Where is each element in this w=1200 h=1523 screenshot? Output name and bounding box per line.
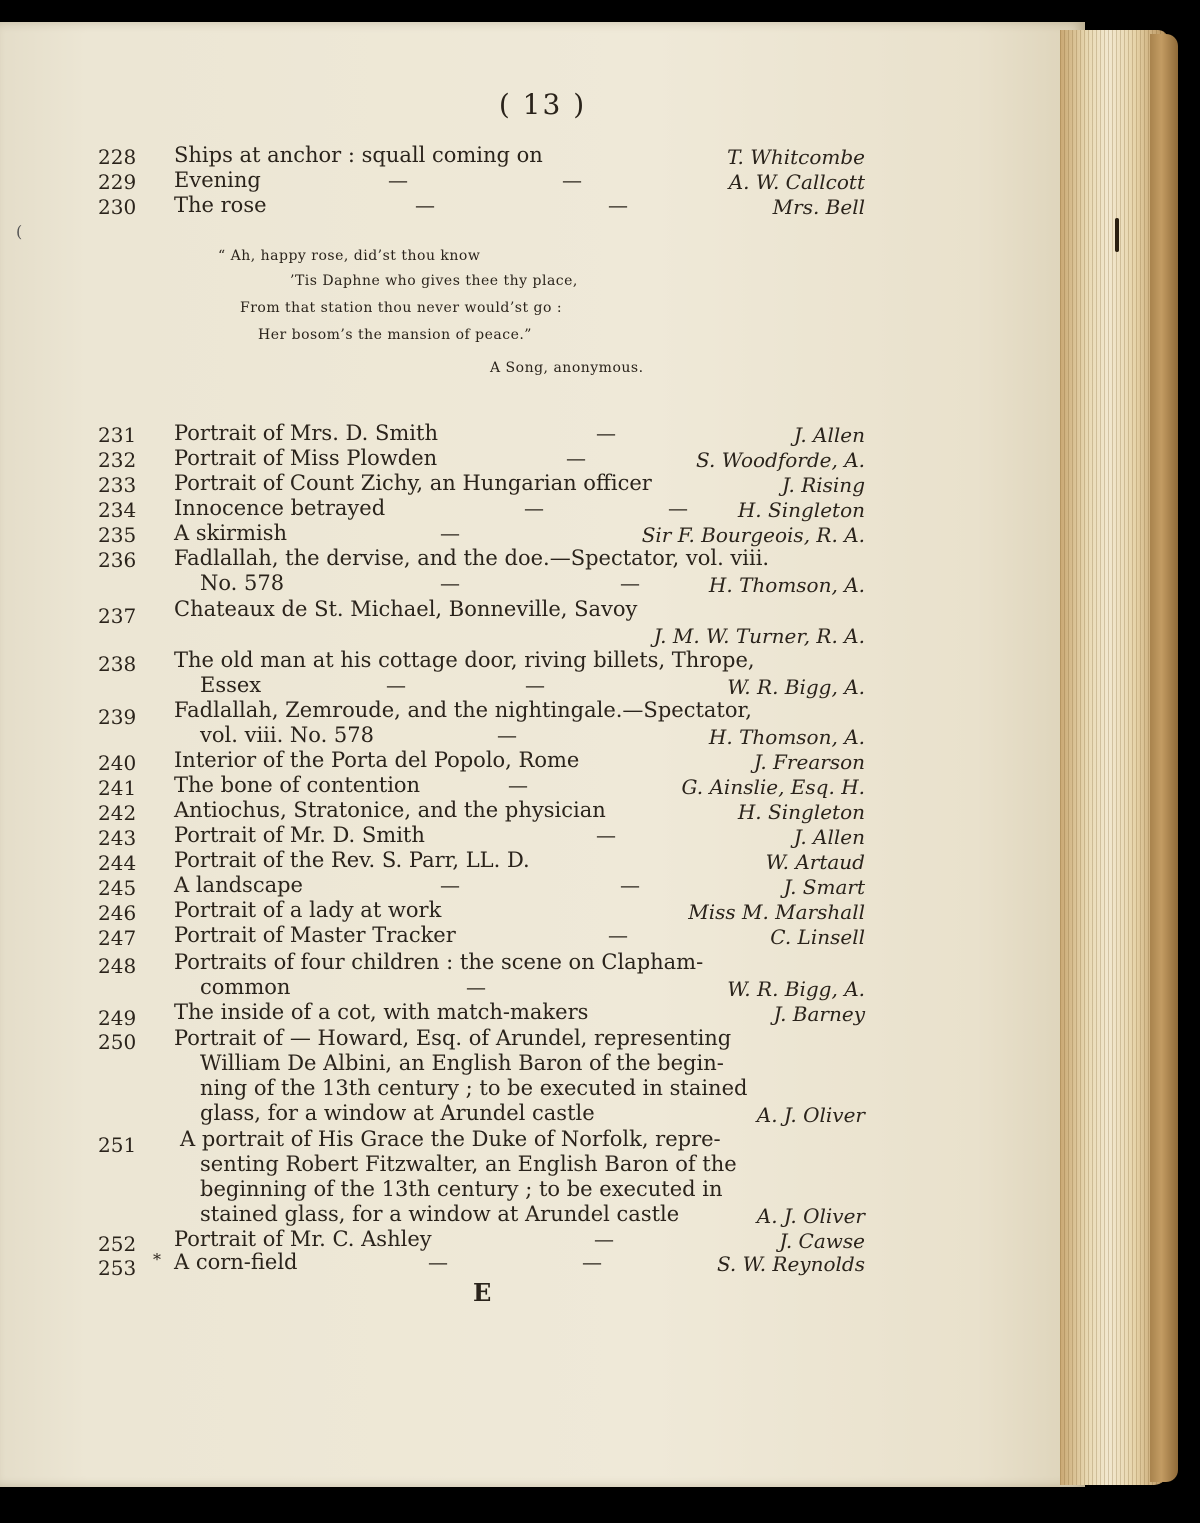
entry-number: 252 <box>98 1232 137 1256</box>
entry-number: 248 <box>98 954 137 978</box>
entry-title: Antiochus, Stratonice, and the physician <box>174 798 606 822</box>
asterisk-marker: * <box>153 1250 161 1269</box>
entry-artist: J. Frearson <box>753 750 865 774</box>
entry-artist: A. J. Oliver <box>756 1103 865 1127</box>
entry-number: 251 <box>98 1133 137 1157</box>
entry-artist: J. Barney <box>773 1002 865 1026</box>
entry-number: 237 <box>98 604 137 628</box>
entry-number: 233 <box>98 473 137 497</box>
entry-number: 241 <box>98 776 137 800</box>
dash: — <box>566 446 586 470</box>
entry-artist: H. Thomson, A. <box>708 725 865 749</box>
dash: — <box>508 773 528 797</box>
entry-artist: Sir F. Bourgeois, R. A. <box>641 523 865 547</box>
entry-artist: H. Singleton <box>737 498 865 522</box>
poem-line: Her bosom’s the mansion of peace.” <box>258 327 532 343</box>
dash: — <box>415 193 435 217</box>
entry-artist: J. M. W. Turner, R. A. <box>653 624 865 648</box>
entry-number: 238 <box>98 652 137 676</box>
dash: — <box>608 923 628 947</box>
dash: — <box>525 673 545 697</box>
entry-title: The inside of a cot, with match-makers <box>174 1000 589 1024</box>
entry-title-continued: Essex <box>200 673 262 697</box>
entry-artist: H. Singleton <box>737 800 865 824</box>
book-cover-edge <box>1150 34 1178 1482</box>
entry-number: 245 <box>98 876 137 900</box>
entry-artist: J. Rising <box>782 473 865 497</box>
dash: — <box>440 873 460 897</box>
entry-number: 246 <box>98 901 137 925</box>
entry-artist: A. J. Oliver <box>756 1204 865 1228</box>
entry-title-continued: common <box>200 975 291 999</box>
entry-title: Portrait of Mrs. D. Smith <box>174 421 438 445</box>
page-number: ( 13 ) <box>498 88 587 121</box>
entry-title: A portrait of His Grace the Duke of Norfolk, repre- <box>180 1127 721 1151</box>
dash: — <box>608 193 628 217</box>
entry-number: 239 <box>98 705 137 729</box>
entry-number: 240 <box>98 751 137 775</box>
entry-number: 236 <box>98 548 137 572</box>
entry-artist: G. Ainslie, Esq. H. <box>681 775 865 799</box>
dash: — <box>524 496 544 520</box>
entry-artist: W. R. Bigg, A. <box>727 675 865 699</box>
entry-title-continued: beginning of the 13th century ; to be executed in <box>200 1177 723 1201</box>
bookmark-mark <box>1115 218 1119 252</box>
entry-number: 232 <box>98 448 137 472</box>
entry-title: Portrait of — Howard, Esq. of Arundel, representing <box>174 1026 732 1050</box>
entry-number: 230 <box>98 195 137 219</box>
entry-number: 244 <box>98 851 137 875</box>
entry-title: Portrait of Master Tracker <box>174 923 456 947</box>
dash: — <box>596 823 616 847</box>
entry-title: Portrait of the Rev. S. Parr, LL. D. <box>174 848 530 872</box>
dash: — <box>440 521 460 545</box>
entry-artist: S. W. Reynolds <box>716 1252 865 1276</box>
entry-artist: Miss M. Marshall <box>688 900 865 924</box>
entry-title: Ships at anchor : squall coming on <box>174 143 543 167</box>
entry-number: 231 <box>98 423 137 447</box>
dash: — <box>594 1227 614 1251</box>
entry-title: Fadlallah, Zemroude, and the nightingale.—Spectator, <box>174 698 752 722</box>
signature-mark: E <box>473 1278 492 1307</box>
entry-title-continued: senting Robert Fitzwalter, an English Baron of the <box>200 1152 737 1176</box>
entry-title: Portraits of four children : the scene on Clapham- <box>174 950 704 974</box>
entry-number: 253 <box>98 1256 137 1280</box>
entry-title-continued: No. 578 <box>200 571 285 595</box>
dash: — <box>440 571 460 595</box>
entry-number: 247 <box>98 926 137 950</box>
entry-title-continued: glass, for a window at Arundel castle <box>200 1101 595 1125</box>
entry-title: Innocence betrayed <box>174 496 386 520</box>
dash: — <box>562 168 582 192</box>
poem-line: From that station thou never would’st go : <box>240 300 563 316</box>
entry-title: A landscape <box>174 873 303 897</box>
entry-number: 235 <box>98 523 137 547</box>
entry-artist: J. Allen <box>793 825 865 849</box>
entry-artist: T. Whitcombe <box>727 145 865 169</box>
entry-artist: J. Cawse <box>779 1229 865 1253</box>
dash: — <box>668 496 688 520</box>
entry-title: Chateaux de St. Michael, Bonneville, Savoy <box>174 597 638 621</box>
entry-title: Portrait of Count Zichy, an Hungarian officer <box>174 471 652 495</box>
entry-title: The old man at his cottage door, riving billets, Thrope, <box>174 648 755 672</box>
dash: — <box>620 571 640 595</box>
entry-title: A corn-field <box>174 1250 298 1274</box>
entry-number: 229 <box>98 170 137 194</box>
entry-number: 242 <box>98 801 137 825</box>
entry-number: 250 <box>98 1030 137 1054</box>
dash: — <box>582 1250 602 1274</box>
entry-title: Portrait of a lady at work <box>174 898 442 922</box>
dash: — <box>386 673 406 697</box>
entry-artist: J. Allen <box>793 423 865 447</box>
entry-artist: J. Smart <box>783 875 865 899</box>
entry-number: 228 <box>98 145 137 169</box>
dash: — <box>596 421 616 445</box>
entry-artist: C. Linsell <box>770 925 865 949</box>
dash: — <box>497 723 517 747</box>
entry-title: Interior of the Porta del Popolo, Rome <box>174 748 580 772</box>
entry-artist: A. W. Callcott <box>728 170 865 194</box>
dash: — <box>620 873 640 897</box>
entry-title-continued: ning of the 13th century ; to be executed in stained <box>200 1076 748 1100</box>
entry-title: The bone of contention <box>174 773 421 797</box>
poem-attribution: A Song, anonymous. <box>490 360 644 376</box>
entry-number: 234 <box>98 498 137 522</box>
entry-title-continued: vol. viii. No. 578 <box>200 723 375 747</box>
entry-title-continued: William De Albini, an English Baron of the begin- <box>200 1051 724 1075</box>
dash: — <box>466 975 486 999</box>
entry-title: The rose <box>174 193 267 217</box>
entry-title: Portrait of Mr. C. Ashley <box>174 1227 432 1251</box>
entry-number: 243 <box>98 826 137 850</box>
poem-line: ’Tis Daphne who gives thee thy place, <box>290 273 578 289</box>
entry-artist: S. Woodforde, A. <box>696 448 865 472</box>
entry-number: 249 <box>98 1006 137 1030</box>
entry-artist: W. Artaud <box>765 850 865 874</box>
entry-title: Evening <box>174 168 261 192</box>
poem-line: “ Ah, happy rose, did’st thou know <box>218 248 481 264</box>
entry-title: Portrait of Miss Plowden <box>174 446 438 470</box>
entry-title: Fadlallah, the dervise, and the doe.—Spectator, vol. viii. <box>174 546 770 570</box>
entry-artist: Mrs. Bell <box>772 195 865 219</box>
entry-artist: H. Thomson, A. <box>708 573 865 597</box>
entry-artist: W. R. Bigg, A. <box>727 977 865 1001</box>
entry-title: Portrait of Mr. D. Smith <box>174 823 425 847</box>
entry-title: A skirmish <box>174 521 288 545</box>
dash: — <box>428 1250 448 1274</box>
margin-mark: ( <box>16 222 23 241</box>
entry-title-continued: stained glass, for a window at Arundel castle <box>200 1202 680 1226</box>
dash: — <box>388 168 408 192</box>
